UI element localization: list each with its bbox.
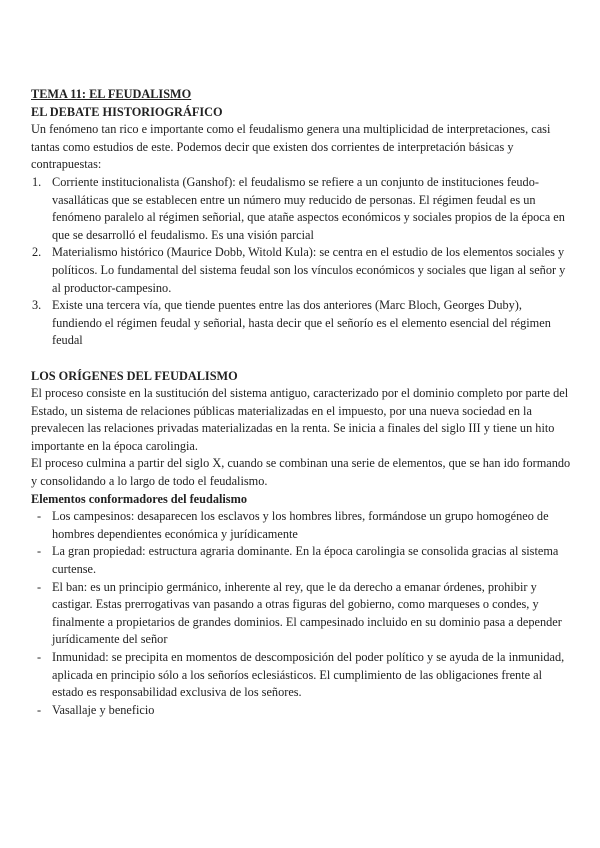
list-item <box>31 649 571 702</box>
list-item-text: La gran propiedad: estructura agraria dominante. En la época carolingia se consolida gracias al sistema curtense. <box>52 544 559 577</box>
list-item-text: El ban: es un principio germánico, inherente al rey, que le da derecho a emanar órdenes, prohibir y castigar. Estas prerrogativas van pasando a otras figuras del gobierno, como marqueses o condes, y finalmente a propietarios de grandes dominios. El campesinado incluido en su dominio pasa a depender jurídicamente del señor <box>52 579 562 647</box>
list-item <box>31 702 571 720</box>
spacer <box>31 350 571 368</box>
list-item-text: Los campesinos: desaparecen los esclavos y los hombres libres, formándose un grupo homogéneo de hombres dependientes económica y jurídicamente <box>52 509 549 541</box>
list-item <box>31 508 571 543</box>
list-marker: 1. <box>32 174 42 189</box>
list-marker: - <box>37 579 42 594</box>
debate-intro-paragraph: Un fenómeno tan rico e importante como el feudalismo genera una multiplicidad de interpretaciones, casi tantas como estudios de este. Podemos decir que existen dos corrientes de interpretación básicas y contrapuestas: <box>31 122 551 172</box>
list-marker: - <box>37 650 42 664</box>
elements-subheading: Elementos conformadores del feudalismo <box>31 491 247 506</box>
list-item <box>31 244 571 297</box>
interpretations-list <box>31 174 571 350</box>
list-item <box>31 543 571 578</box>
list-item-text: Corriente institucionalista (Ganshof): el feudalismo se refiere a un conjunto de instituciones feudo-vasalláticas que se establecen entre un número muy reducido de personas. El régimen feudal es un fenómeno paralelo al régimen señorial, que atañe aspectos económicos y sociales propios de la época en que se desarrolló el feudalismo. Es una visión parcial <box>52 174 565 242</box>
document-title: TEMA 11: EL FEUDALISMO <box>31 87 192 101</box>
list-marker: - <box>37 544 42 559</box>
list-marker: 3. <box>32 298 42 313</box>
list-item-text: Materialismo histórico (Maurice Dobb, Witold Kula): se centra en el estudio de los elementos sociales y políticos. Lo fundamental del sistema feudal son los vínculos económicos y sociales que ligan al señor y al productor-campesino. <box>52 245 566 295</box>
section-heading-debate: EL DEBATE HISTORIOGRÁFICO <box>31 104 223 119</box>
document-page <box>31 86 571 719</box>
list-item <box>31 174 571 244</box>
list-item-text: Vasallaje y beneficio <box>52 702 155 717</box>
section-heading-origins: LOS ORÍGENES DEL FEUDALISMO <box>31 368 238 383</box>
list-item <box>31 297 571 350</box>
origins-paragraph-1: El proceso consiste en la sustitución del sistema antiguo, caracterizado por el dominio completo por parte del Estado, un sistema de relaciones públicas materializadas en el impuesto, por una nueva sociedad en la prevalecen las relaciones privadas materializadas en la renta. Se inicia a finales del siglo III y tiene un hito importante en la época carolingia. <box>31 386 569 453</box>
list-item-text: Existe una tercera vía, que tiende puentes entre las dos anteriores (Marc Bloch, Georges Duby), fundiendo el régimen feudal y señorial, hasta decir que el señorío es el elemento esencial del régimen feudal <box>52 298 551 348</box>
elements-list <box>31 508 571 719</box>
origins-paragraph-2: El proceso culmina a partir del siglo X, cuando se combinan una serie de elementos, que se han ido formando y consolidando a lo largo de todo el feudalismo. <box>31 456 571 489</box>
list-marker: 2. <box>32 245 42 260</box>
list-item <box>31 579 571 649</box>
list-marker: - <box>37 702 42 717</box>
list-marker: - <box>37 509 42 524</box>
list-item-text: Inmunidad: se precipita en momentos de descomposición del poder político y se ayuda de la inmunidad, aplicada en principio sólo a los señoríos eclesiásticos. El cumplimiento de las obligaciones frente al estado es responsabilidad exclusiva de los señores. <box>52 650 565 700</box>
